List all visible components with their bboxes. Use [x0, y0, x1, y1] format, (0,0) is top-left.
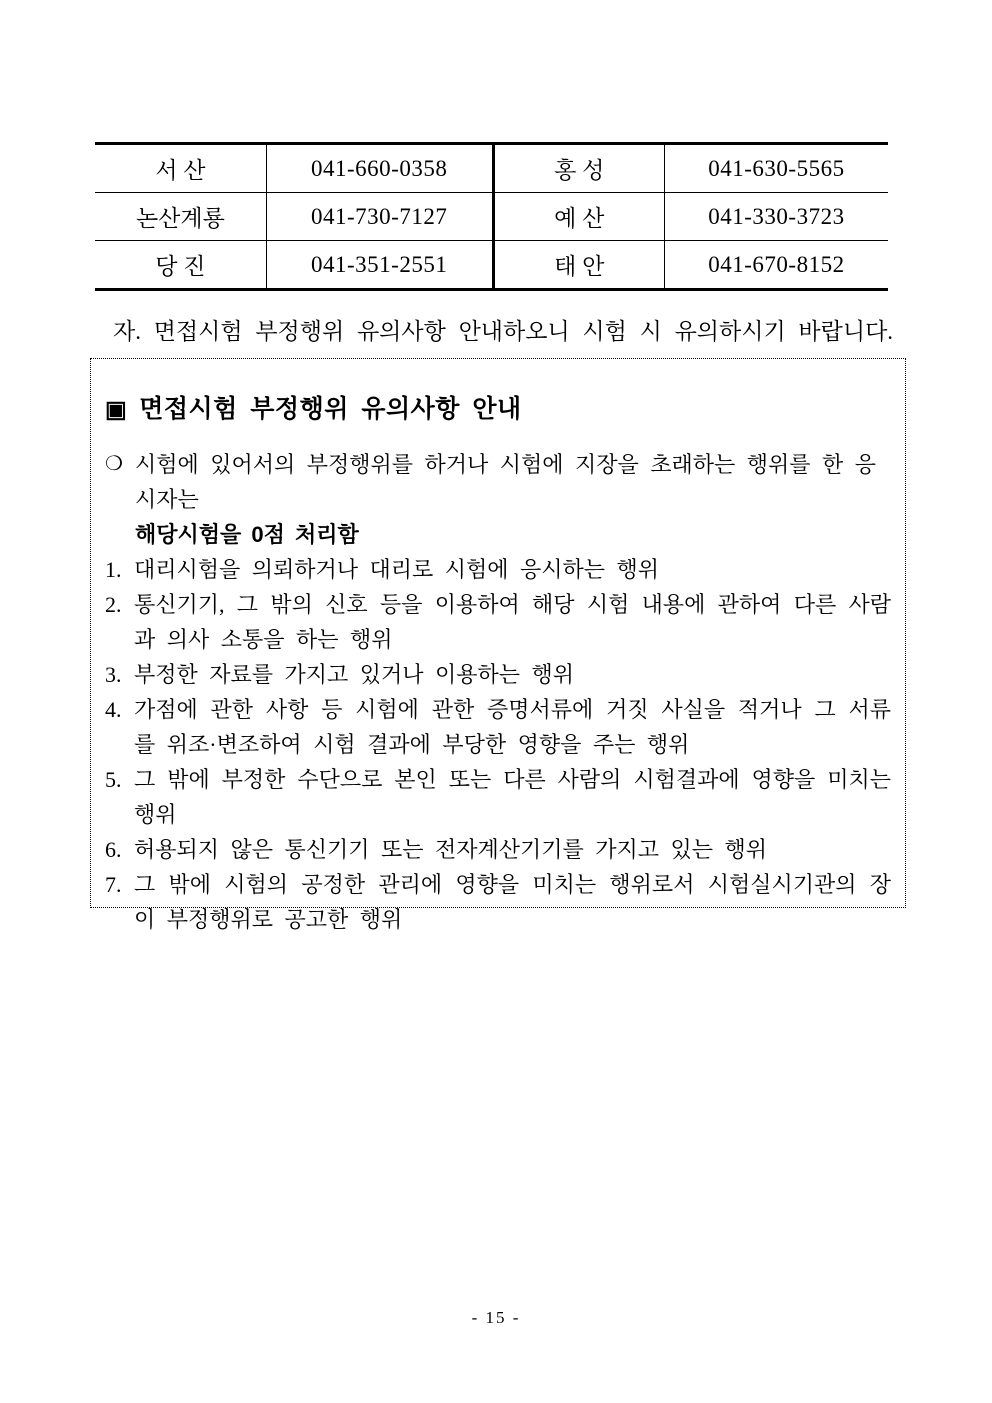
region-cell: 당 진: [95, 241, 266, 290]
square-bullet-icon: ▣: [105, 396, 128, 422]
item-text: 통신기기, 그 밖의 신호 등을 이용하여 해당 시험 내용에 관하여 다른 사람과 의사 소통을 하는 행위: [134, 592, 891, 652]
notice-item-4: [105, 692, 891, 762]
notice-heading-label: 면접시험 부정행위 유의사항 안내: [139, 395, 522, 423]
item-text: 허용되지 않은 통신기기 또는 전자계산기기를 가지고 있는 행위: [134, 837, 768, 862]
item-text: 그 밖에 시험의 공정한 관리에 영향을 미치는 행위로서 시험실시기관의 장이 부정행위로 공고한 행위: [134, 872, 891, 932]
phone-cell: 041-330-3723: [664, 193, 888, 241]
region-cell: 예 산: [493, 193, 664, 241]
item-number: 2.: [105, 592, 122, 617]
phone-cell: 041-351-2551: [266, 241, 493, 290]
circle-bullet-icon: ❍: [105, 453, 123, 475]
item-text: 그 밖에 부정한 수단으로 본인 또는 다른 사람의 시험결과에 영향을 미치는 행위: [134, 767, 891, 827]
item-number: 6.: [105, 837, 122, 862]
notice-lead-text: [135, 447, 891, 552]
region-cell: 논산계룡: [95, 193, 266, 241]
misconduct-notice-box: [90, 358, 906, 932]
notice-item-2: [105, 587, 891, 657]
table-row: [95, 144, 888, 193]
item-number: 4.: [105, 697, 122, 722]
notice-item-3: [105, 657, 891, 692]
intro-sentence: 자. 면접시험 부정행위 유의사항 안내하오니 시험 시 유의하시기 바랍니다.: [113, 319, 894, 344]
notice-item-7: [105, 867, 891, 937]
phone-cell: 041-730-7127: [266, 193, 493, 241]
table-row: [95, 241, 888, 290]
item-text: 대리시험을 의뢰하거나 대리로 시험에 응시하는 행위: [134, 557, 660, 582]
phone-cell: 041-670-8152: [708, 251, 845, 277]
notice-item-5: [105, 762, 891, 832]
notice-lead-bold: 해당시험을 0점 처리함: [135, 522, 359, 547]
notice-lead-item: [105, 447, 891, 552]
item-number: 3.: [105, 662, 122, 687]
contact-phone-table: [95, 142, 888, 291]
page-number: - 15 -: [471, 1308, 521, 1327]
item-number: 1.: [105, 557, 122, 582]
region-cell: 홍 성: [493, 144, 664, 193]
phone-cell: 041-660-0358: [266, 144, 493, 193]
item-number: 5.: [105, 767, 122, 792]
item-text: 가점에 관한 사항 등 시험에 관한 증명서류에 거짓 사실을 적거나 그 서류를 위조·변조하여 시험 결과에 부당한 영향을 주는 행위: [134, 697, 891, 757]
notice-heading: [105, 393, 891, 426]
item-number: 7.: [105, 872, 122, 897]
region-cell: 서 산: [95, 144, 266, 193]
phone-cell: 041-630-5565: [664, 144, 888, 193]
region-cell: 태 안: [493, 241, 664, 290]
item-text: 부정한 자료를 가지고 있거나 이용하는 행위: [134, 662, 575, 687]
table-row: [95, 193, 888, 241]
notice-item-1: [105, 552, 891, 587]
notice-lead-line: 시험에 있어서의 부정행위를 하거나 시험에 지장을 초래하는 행위를 한 응시자는: [135, 452, 877, 512]
notice-item-6: [105, 832, 891, 867]
